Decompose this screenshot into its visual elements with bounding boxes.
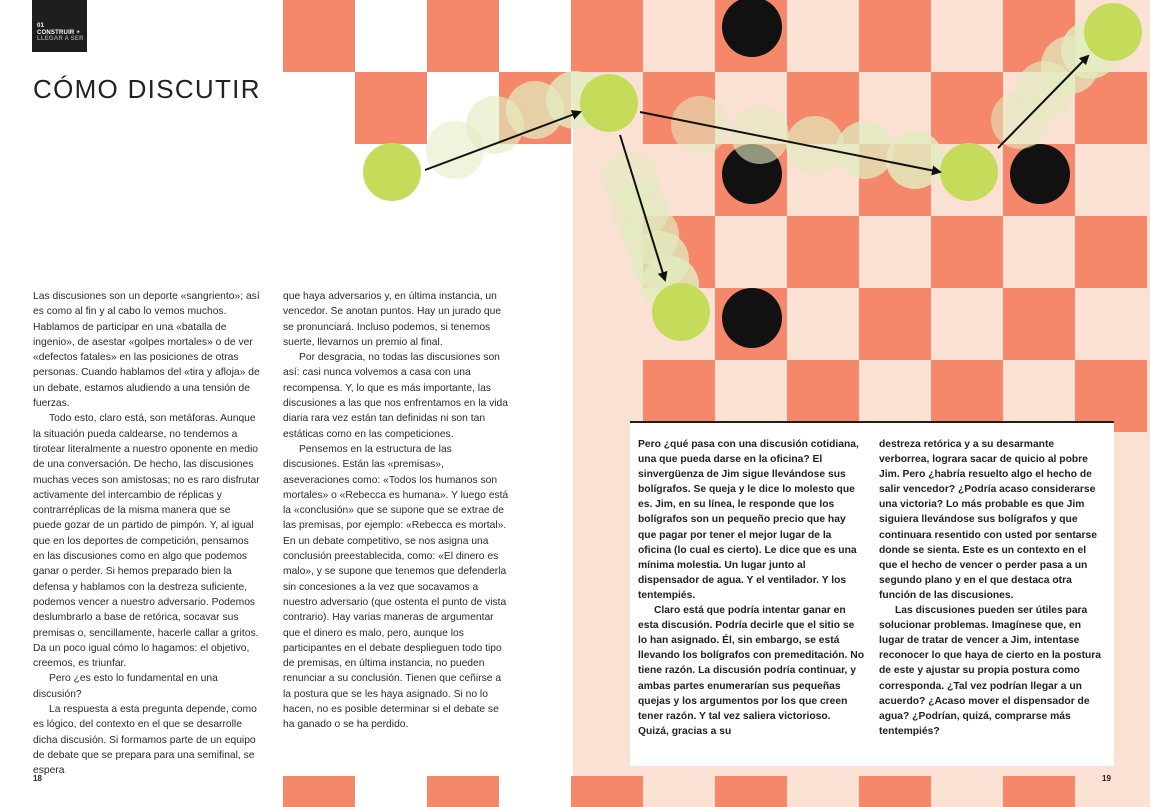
green-checker-piece [652, 283, 710, 341]
black-checker-piece [722, 288, 782, 348]
motion-trail [836, 121, 894, 179]
paragraph: Las discusiones pueden ser útiles para solucionar problemas. Imagínese que, en lugar de tratar de vencer a Jim, intentase reconocer lo que haya de cierto en la postura de este y ajustar su propia postura como corresponda. ¿Tal vez podrían llegar a un acuerdo? ¿Acaso mover el dispensador de agua? ¿Podrían, quizá, comprarse más tentempiés? [879, 605, 1102, 737]
board-square [643, 0, 715, 72]
board-square [859, 0, 931, 72]
board-square [715, 776, 787, 807]
board-square [931, 288, 1003, 360]
paragraph: Pero ¿es esto lo fundamental en una discusión? [33, 673, 218, 700]
green-checker-piece [580, 74, 638, 132]
board-square [859, 216, 931, 288]
board-square [427, 0, 499, 72]
board-square [931, 0, 1003, 72]
paragraph: Claro está que podría intentar ganar en esta discusión. Podría decirle que el sitio se lo han asignado. Él, sin embargo, se está llevando los bolígrafos con premeditación. No tiene razón. La discusión podría continuar, y ambas partes enumerarían sus pequeñas quejas y los argumentos por los que creen tener razón. Y tal vez saliera victorioso. Quizá, gracias a su [638, 605, 864, 737]
page-title: CÓMO DISCUTIR [33, 74, 261, 104]
paragraph: Pero ¿qué pasa con una discusión cotidiana, una que pueda darse en la oficina? El sinvergüenza de Jim sigue llevándose sus bolígrafos. Se queja y le dice lo molesto que es. Jim, en su línea, le responde que los bolígrafos son un pequeño precio que hay que pagar por tener el mejor lugar de la oficina (lo cual es cierto). Le dice que es una mínima molestia. Un lugar junto al dispensador de agua. Y el ventilador. Y los tentempiés. [638, 439, 859, 601]
board-square [283, 0, 355, 72]
board-square [1075, 216, 1147, 288]
board-square [787, 0, 859, 72]
callout-top-rule [630, 421, 1114, 423]
paragraph: Pensemos en la estructura de las discusiones. Están las «premisas», aseveraciones como: «Todos los humanos son mortales» o «Rebecca es humana». Y luego está la «conclusión» que se supone que se extrae de las premisas, por ejemplo: «Rebecca es mortal». En un debate competitivo, se nos asigna una conclusión preestablecida, como: «El dinero es malo», y se supone que tenemos que defenderla sin concesiones a la vez que socavamos a nuestro adversario (que ostenta el punto de vista contrario). Hay varias maneras de argumentar que el dinero es malo, pero, aunque los participantes en el debate desplieguen todo tipo de premisas, en última instancia, no pueden renunciar a su conclusión. Tienen que ceñirse a la postura que se les haya asignado. Si no lo hacen, no es posible determinar si el debate se ha ganado o se ha perdido. [283, 443, 509, 731]
page-number-left: 18 [33, 774, 42, 783]
board-square [283, 776, 355, 807]
board-square [787, 288, 859, 360]
body-column-1 [33, 289, 261, 779]
board-square [1075, 144, 1147, 216]
board-square [931, 72, 1003, 144]
board-square [1003, 288, 1075, 360]
board-square [859, 288, 931, 360]
board-square [931, 360, 1003, 416]
black-checker-piece [1010, 144, 1070, 204]
board-square [427, 776, 499, 807]
board-square [1003, 216, 1075, 288]
motion-trail [886, 131, 944, 189]
page-number-right: 19 [1102, 774, 1111, 783]
green-checker-piece [940, 143, 998, 201]
callout-column-2 [879, 437, 1105, 739]
board-square [931, 216, 1003, 288]
board-square [571, 0, 643, 72]
paragraph: Las discusiones son un deporte «sangriento»; así es como al fin y al cabo lo vemos muchos. Hablamos de participar en una «batalla de ingenio», de asestar «golpes mortales» o de ver «defectos fatales» en las posiciones de otras personas. Cuando hablamos del «tira y afloja» de un debate, estamos aludiendo a una tensión de fuerzas. [33, 291, 260, 410]
board-square [355, 72, 427, 144]
board-square [859, 776, 931, 807]
motion-trail [786, 116, 844, 174]
paragraph: que haya adversarios y, en última instancia, un vencedor. Se anotan puntos. Hay un jurado que se pronunciará. Incluso podemos, si tenemos suerte, llevarnos un premio al final. [283, 291, 502, 348]
callout-column-1 [638, 437, 864, 739]
board-square [715, 216, 787, 288]
board-square [643, 360, 715, 416]
board-square [571, 776, 643, 807]
section-sublabel: LLEGAR A SER [37, 36, 84, 42]
board-square [1075, 360, 1147, 416]
green-checker-piece [363, 143, 421, 201]
body-column-2 [283, 289, 511, 733]
paragraph: destreza retórica y a su desarmante verborrea, lograra sacar de quicio al pobre Jim. Pero ¿habría resuelto algo el hecho de salir vencedor? ¿Podría acaso considerarse una victoria? Lo más probable es que Jim siguiera llevándose sus bolígrafos y que continuara resentido con usted por sentarse donde se sienta. Este es un contexto en el que el hecho de vencer o perder pasa a un segundo plano y en el que destaca otra función de las discusiones. [879, 439, 1097, 601]
board-square [787, 216, 859, 288]
section-tag [32, 0, 87, 52]
board-square [1075, 288, 1147, 360]
board-square [787, 360, 859, 416]
paragraph: Todo esto, claro está, son metáforas. Aunque la situación pueda caldearse, no tendemos a tirotear literalmente a nuestro oponente en medio de una conversación. De hecho, las discusiones muchas veces son amistosas; no es raro disfrutar activamente del intercambio de réplicas y contrarréplicas de la misma manera que se puede gozar de un partido de pimpón. Y, al igual que en los deportes de competición, pensamos en las discusiones como en algo que podemos ganar o perder. Si hemos preparado bien la defensa y hablamos con la destreza suficiente, podemos vencer a nuestro adversario. Podemos deslumbrarlo a base de retórica, socavar sus premisas o, sencillamente, hacerle callar a gritos. Da un poco igual cómo lo hagamos: el objetivo, creemos, es triunfar. [33, 413, 260, 670]
section-number: 01 [37, 23, 45, 29]
board-square [1003, 776, 1075, 807]
green-checker-piece [1084, 3, 1142, 61]
paragraph: Por desgracia, no todas las discusiones son así: casi nunca volvemos a casa con una recompensa. Y, lo que es más importante, las discusiones a las que nos enfrentamos en la vida diaria rara vez están tan definidas ni son tan estáticas como en las competiciones. [283, 352, 508, 440]
paragraph: La respuesta a esta pregunta depende, como es lógico, del contexto en el que se desarrolle dicha discusión. Si formamos parte de un equipo de debate que se prepara para una semifinal, se espera [33, 704, 257, 777]
section-label: CONSTRUIR + [37, 29, 81, 36]
